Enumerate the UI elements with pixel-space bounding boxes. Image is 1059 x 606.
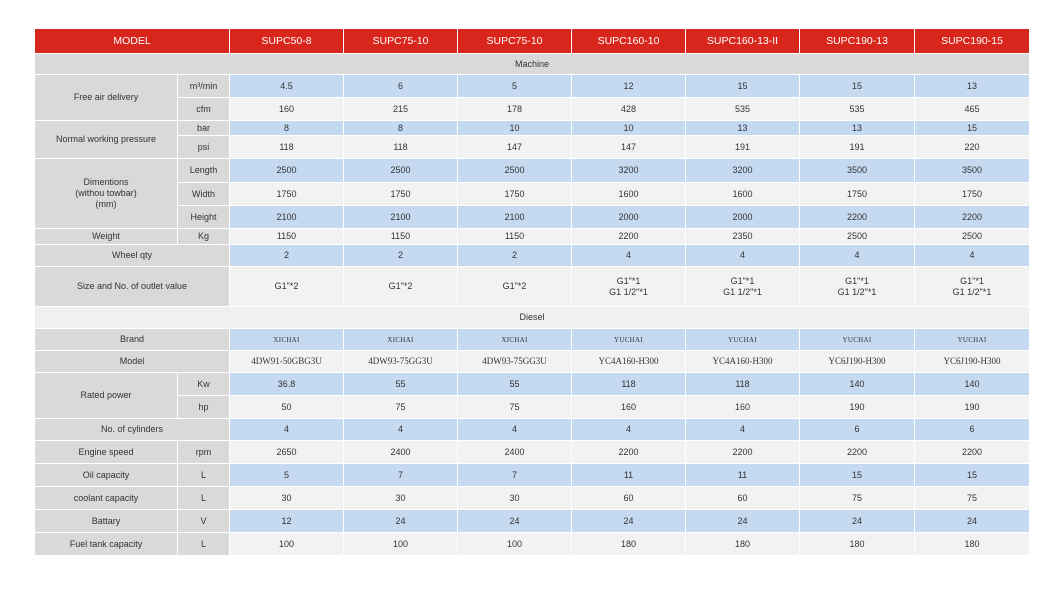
- spec-label-engine-model: Model: [35, 351, 230, 373]
- cell-value-text: XICHAI: [273, 335, 300, 344]
- cell-value: 3200: [572, 159, 686, 183]
- unit-label: Width: [178, 183, 230, 206]
- cell-value: 13: [800, 121, 915, 136]
- cell-value: 2500: [458, 159, 572, 183]
- cell-value: 2: [344, 245, 458, 267]
- spec-label-cylinders: No. of cylinders: [35, 419, 230, 441]
- cell-value: [686, 267, 800, 307]
- cell-value: 190: [800, 396, 915, 419]
- cell-value: 15: [915, 121, 1030, 136]
- cell-value: 2200: [800, 206, 915, 229]
- table-row: [35, 121, 1030, 136]
- unit-label: Kg: [178, 229, 230, 245]
- cell-value: 24: [458, 510, 572, 533]
- cell-value: 3500: [915, 159, 1030, 183]
- cell-value: 4: [230, 419, 344, 441]
- cell-value: 6: [800, 419, 915, 441]
- outlet-line: G1"*1: [845, 275, 869, 286]
- cell-value: 1750: [458, 183, 572, 206]
- spec-label-oil-capacity: Oil capacity: [35, 464, 178, 487]
- cell-value: 2100: [458, 206, 572, 229]
- cell-value-text: YUCHAI: [727, 335, 758, 344]
- cell-value: [800, 329, 915, 351]
- cell-value: 1750: [230, 183, 344, 206]
- table-row: [35, 510, 1030, 533]
- cell-value: [915, 329, 1030, 351]
- cell-value: 4.5: [230, 75, 344, 98]
- cell-value-text: XICHAI: [501, 335, 528, 344]
- table-row: [35, 441, 1030, 464]
- cell-value: 180: [915, 533, 1030, 556]
- cell-value: [800, 267, 915, 307]
- cell-value-text: YC6J190-H300: [828, 356, 886, 366]
- cell-value: 2200: [915, 441, 1030, 464]
- outlet-line: G1"*1: [616, 275, 641, 286]
- cell-value: 5: [458, 75, 572, 98]
- model-column-header: MODEL: [35, 29, 230, 54]
- cell-value: 12: [572, 75, 686, 98]
- cell-value: 2000: [572, 206, 686, 229]
- cell-value: 180: [572, 533, 686, 556]
- cell-value: 11: [686, 464, 800, 487]
- table-row: [35, 307, 1030, 329]
- cell-value-text: 4DW93-75GG3U: [482, 356, 547, 366]
- cell-value: 2200: [572, 441, 686, 464]
- model-header: SUPC75-10: [458, 29, 572, 54]
- cell-value: 180: [686, 533, 800, 556]
- cell-value: [915, 267, 1030, 307]
- spec-label-battery: Battary: [35, 510, 178, 533]
- cell-value: 535: [686, 98, 800, 121]
- table-row: [35, 98, 1030, 121]
- table-row: [35, 159, 1030, 183]
- cell-value: 190: [915, 396, 1030, 419]
- cell-value: 2500: [915, 229, 1030, 245]
- model-header: SUPC190-13: [800, 29, 915, 54]
- cell-value: [572, 351, 686, 373]
- outlet-line: G1"*1: [960, 275, 984, 286]
- cell-value: 191: [686, 136, 800, 159]
- cell-value: [458, 267, 572, 307]
- cell-value: 4: [344, 419, 458, 441]
- cell-value: 60: [686, 487, 800, 510]
- cell-value: 100: [230, 533, 344, 556]
- spec-table: [34, 28, 1030, 556]
- unit-label: L: [178, 464, 230, 487]
- cell-value: 2200: [572, 229, 686, 245]
- spec-label-brand: Brand: [35, 329, 230, 351]
- model-header: SUPC190-15: [915, 29, 1030, 54]
- spec-label-pressure: Normal working pressure: [35, 121, 178, 159]
- cell-value-text: YUCHAI: [957, 335, 987, 344]
- cell-value: 30: [230, 487, 344, 510]
- cell-value: 24: [800, 510, 915, 533]
- cell-value: 7: [458, 464, 572, 487]
- cell-value: 75: [458, 396, 572, 419]
- cell-value: 2100: [344, 206, 458, 229]
- cell-value: 465: [915, 98, 1030, 121]
- unit-label: Kw: [178, 373, 230, 396]
- cell-value: 1750: [800, 183, 915, 206]
- cell-value-text: YC6J190-H300: [943, 356, 1001, 366]
- cell-value: 8: [344, 121, 458, 136]
- table-row: [35, 136, 1030, 159]
- cell-value: 160: [572, 396, 686, 419]
- cell-value-text: 4DW91-50GBG3U: [251, 356, 322, 366]
- cell-value: 75: [915, 487, 1030, 510]
- cell-value: 160: [686, 396, 800, 419]
- cell-value: 147: [458, 136, 572, 159]
- model-header: SUPC50-8: [230, 29, 344, 54]
- cell-value: 50: [230, 396, 344, 419]
- spec-label-weight: Weight: [35, 229, 178, 245]
- cell-value: 2000: [686, 206, 800, 229]
- unit-label: cfm: [178, 98, 230, 121]
- cell-value: 55: [344, 373, 458, 396]
- cell-value: 2400: [344, 441, 458, 464]
- table-row: [35, 396, 1030, 419]
- cell-value: 180: [800, 533, 915, 556]
- outlet-line: G1"*2: [388, 281, 413, 291]
- cell-value: 4: [572, 245, 686, 267]
- unit-label: psi: [178, 136, 230, 159]
- outlet-line: G1 1/2"*1: [723, 286, 762, 297]
- cell-value: 75: [800, 487, 915, 510]
- cell-value: 2200: [686, 441, 800, 464]
- cell-value: 10: [458, 121, 572, 136]
- cell-value: [230, 351, 344, 373]
- cell-value: 215: [344, 98, 458, 121]
- cell-value: 4: [686, 245, 800, 267]
- cell-value: 36.8: [230, 373, 344, 396]
- cell-value: 15: [800, 75, 915, 98]
- model-header: SUPC160-13-II: [686, 29, 800, 54]
- spec-label-rated-power: Rated power: [35, 373, 178, 419]
- cell-value: 3200: [686, 159, 800, 183]
- spec-label-dimensions: [35, 159, 178, 229]
- cell-value: [572, 329, 686, 351]
- cell-value: 7: [344, 464, 458, 487]
- table-row: [35, 533, 1030, 556]
- cell-value: 11: [572, 464, 686, 487]
- cell-value: 15: [915, 464, 1030, 487]
- cell-value: 2500: [800, 229, 915, 245]
- cell-value: 118: [344, 136, 458, 159]
- cell-value: 140: [800, 373, 915, 396]
- cell-value: [458, 351, 572, 373]
- cell-value: 1600: [572, 183, 686, 206]
- outlet-line: G1 1/2"*1: [837, 286, 877, 297]
- cell-value: 24: [686, 510, 800, 533]
- unit-label: Length: [178, 159, 230, 183]
- cell-value: 60: [572, 487, 686, 510]
- unit-label: L: [178, 533, 230, 556]
- dimensions-label-line: Dimentions: [83, 177, 129, 187]
- cell-value: [344, 351, 458, 373]
- unit-label: m³/min: [178, 75, 230, 98]
- cell-value-text: YC4A160-H300: [712, 356, 773, 366]
- unit-label: V: [178, 510, 230, 533]
- cell-value: 428: [572, 98, 686, 121]
- cell-value: 13: [686, 121, 800, 136]
- model-header: SUPC75-10: [344, 29, 458, 54]
- cell-value: 4: [572, 419, 686, 441]
- cell-value: 30: [344, 487, 458, 510]
- unit-label: L: [178, 487, 230, 510]
- table-row: [35, 267, 1030, 307]
- cell-value-text: YUCHAI: [613, 335, 644, 344]
- cell-value: 3500: [800, 159, 915, 183]
- cell-value: 118: [572, 373, 686, 396]
- cell-value: 6: [915, 419, 1030, 441]
- cell-value: [344, 329, 458, 351]
- cell-value: 10: [572, 121, 686, 136]
- cell-value: [800, 351, 915, 373]
- table-row: [35, 75, 1030, 98]
- cell-value: 4: [915, 245, 1030, 267]
- table-row: [35, 229, 1030, 245]
- cell-value: 2200: [800, 441, 915, 464]
- outlet-line: G1 1/2"*1: [952, 286, 992, 297]
- cell-value: 140: [915, 373, 1030, 396]
- outlet-line: G1"*2: [274, 281, 299, 291]
- cell-value: 191: [800, 136, 915, 159]
- cell-value: 160: [230, 98, 344, 121]
- cell-value-text: XICHAI: [387, 335, 414, 344]
- cell-value: [344, 267, 458, 307]
- spec-label-free-air: Free air delivery: [35, 75, 178, 121]
- cell-value: [686, 351, 800, 373]
- table-row: [35, 183, 1030, 206]
- dimensions-label-line: (mm): [95, 199, 117, 209]
- cell-value: 535: [800, 98, 915, 121]
- unit-label: hp: [178, 396, 230, 419]
- cell-value: 1150: [458, 229, 572, 245]
- cell-value: 15: [800, 464, 915, 487]
- spec-label-fuel-tank: Fuel tank capacity: [35, 533, 178, 556]
- cell-value: 30: [458, 487, 572, 510]
- cell-value: 2500: [230, 159, 344, 183]
- cell-value: 1750: [344, 183, 458, 206]
- cell-value: 8: [230, 121, 344, 136]
- spec-label-engine-speed: Engine speed: [35, 441, 178, 464]
- spec-label-coolant-capacity: coolant capacity: [35, 487, 178, 510]
- model-header: SUPC160-10: [572, 29, 686, 54]
- cell-value: [915, 351, 1030, 373]
- cell-value-text: 4DW93-75GG3U: [368, 356, 433, 366]
- cell-value: 2400: [458, 441, 572, 464]
- cell-value: 118: [686, 373, 800, 396]
- unit-label: bar: [178, 121, 230, 136]
- cell-value: 1750: [915, 183, 1030, 206]
- cell-value: 2650: [230, 441, 344, 464]
- table-row: [35, 419, 1030, 441]
- outlet-line: G1"*2: [502, 281, 527, 291]
- cell-value: 15: [686, 75, 800, 98]
- table-row: [35, 487, 1030, 510]
- cell-value: 4: [686, 419, 800, 441]
- cell-value: 1150: [344, 229, 458, 245]
- cell-value: 2100: [230, 206, 344, 229]
- cell-value: [686, 329, 800, 351]
- cell-value: [458, 329, 572, 351]
- cell-value: 2: [230, 245, 344, 267]
- cell-value: 178: [458, 98, 572, 121]
- cell-value: [230, 329, 344, 351]
- spec-label-wheel-qty: Wheel qty: [35, 245, 230, 267]
- cell-value: 4: [458, 419, 572, 441]
- table-row: [35, 351, 1030, 373]
- outlet-line: G1 1/2"*1: [609, 286, 648, 297]
- table-row: [35, 464, 1030, 487]
- cell-value: [572, 267, 686, 307]
- cell-value: 2500: [344, 159, 458, 183]
- cell-value-text: YC4A160-H300: [598, 356, 659, 366]
- cell-value: 220: [915, 136, 1030, 159]
- table-row: [35, 373, 1030, 396]
- cell-value: 55: [458, 373, 572, 396]
- cell-value: [230, 267, 344, 307]
- cell-value: 75: [344, 396, 458, 419]
- cell-value: 1150: [230, 229, 344, 245]
- cell-value: 2200: [915, 206, 1030, 229]
- cell-value: 12: [230, 510, 344, 533]
- table-row: [35, 329, 1030, 351]
- cell-value: 6: [344, 75, 458, 98]
- cell-value: 100: [344, 533, 458, 556]
- table-row: [35, 245, 1030, 267]
- section-machine: Machine: [35, 54, 1030, 75]
- section-diesel: Diesel: [35, 307, 1030, 329]
- unit-label: Height: [178, 206, 230, 229]
- cell-value: 118: [230, 136, 344, 159]
- cell-value: 13: [915, 75, 1030, 98]
- table-row: [35, 54, 1030, 75]
- spec-label-outlet: Size and No. of outlet value: [35, 267, 230, 307]
- cell-value: 147: [572, 136, 686, 159]
- cell-value: 24: [344, 510, 458, 533]
- cell-value: 24: [572, 510, 686, 533]
- dimensions-label-line: (withou towbar): [75, 188, 137, 198]
- cell-value: 4: [800, 245, 915, 267]
- unit-label: rpm: [178, 441, 230, 464]
- outlet-line: G1"*1: [730, 275, 755, 286]
- table-row: [35, 206, 1030, 229]
- cell-value: 24: [915, 510, 1030, 533]
- cell-value: 2: [458, 245, 572, 267]
- cell-value: 1600: [686, 183, 800, 206]
- cell-value-text: YUCHAI: [842, 335, 872, 344]
- cell-value: 100: [458, 533, 572, 556]
- cell-value: 5: [230, 464, 344, 487]
- cell-value: 2350: [686, 229, 800, 245]
- table-row: [35, 29, 1030, 54]
